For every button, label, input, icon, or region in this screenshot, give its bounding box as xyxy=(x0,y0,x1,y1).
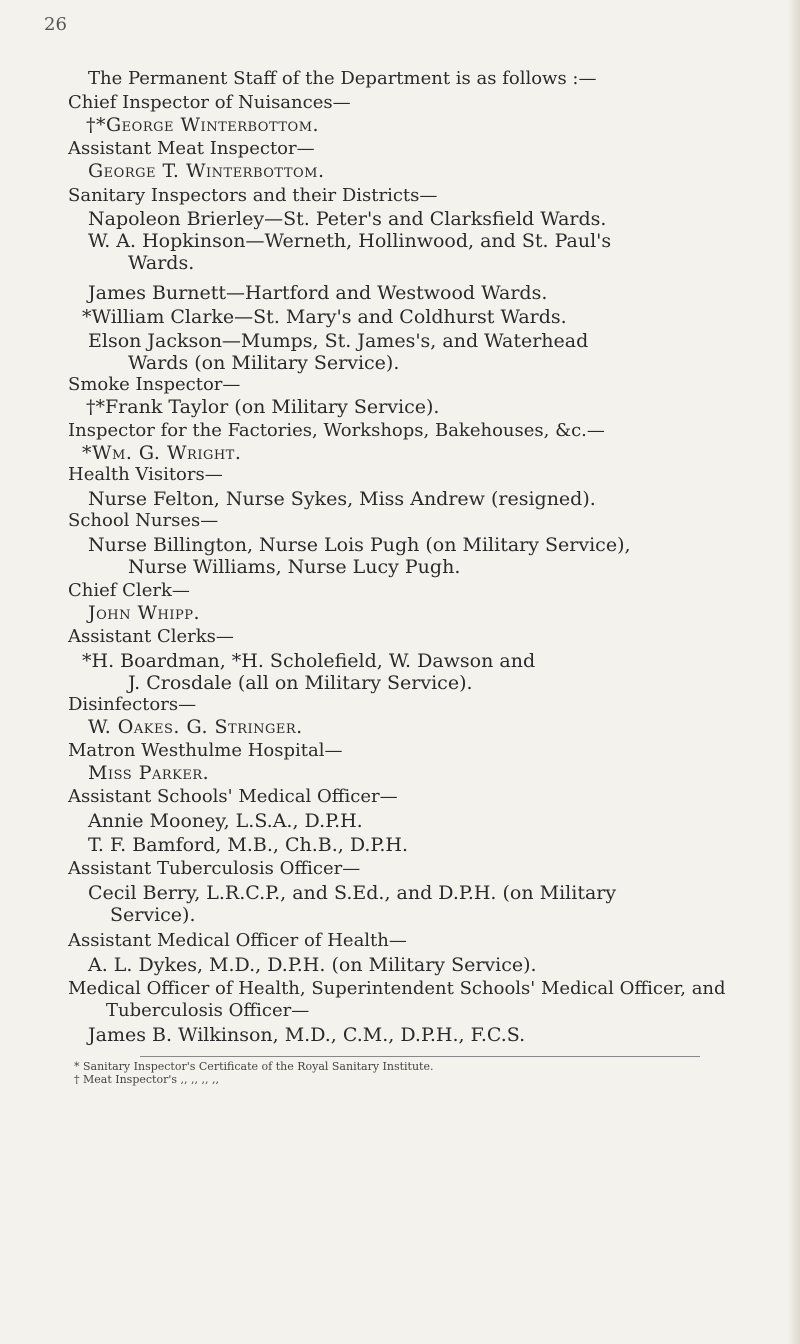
staff-entry-continued: Service). xyxy=(110,904,196,926)
page-number: 26 xyxy=(44,14,67,35)
section-heading: Chief Clerk— xyxy=(68,580,190,601)
section-heading: Smoke Inspector— xyxy=(68,374,241,395)
staff-entry: Cecil Berry, L.R.C.P., and S.Ed., and D.P.H. (on Military xyxy=(88,882,617,904)
staff-entry-continued: Wards (on Military Service). xyxy=(128,352,400,374)
section-heading: Matron Westhulme Hospital— xyxy=(68,740,343,761)
staff-entry: James B. Wilkinson, M.D., C.M., D.P.H., F.C.S. xyxy=(88,1024,526,1046)
section-heading: Assistant Clerks— xyxy=(68,626,234,647)
staff-entry: James Burnett—Hartford and Westwood Wards. xyxy=(88,282,548,304)
staff-entry: W. Oakes. G. Stringer. xyxy=(88,716,303,738)
staff-entry: Elson Jackson—Mumps, St. James's, and Waterhead xyxy=(88,330,589,352)
staff-entry: John Whipp. xyxy=(88,602,201,624)
staff-entry: Napoleon Brierley—St. Peter's and Clarksfield Wards. xyxy=(88,208,607,230)
staff-entry-continued: J. Crosdale (all on Military Service). xyxy=(128,672,473,694)
section-heading: Chief Inspector of Nuisances— xyxy=(68,92,351,113)
page-edge-shadow xyxy=(788,0,800,1344)
staff-entry: *William Clarke—St. Mary's and Coldhurst Wards. xyxy=(82,306,567,328)
staff-entry: W. A. Hopkinson—Werneth, Hollinwood, and St. Paul's xyxy=(88,230,612,252)
section-heading: Health Visitors— xyxy=(68,464,223,485)
staff-entry: T. F. Bamford, M.B., Ch.B., D.P.H. xyxy=(88,834,409,856)
staff-entry: †*Frank Taylor (on Military Service). xyxy=(86,396,440,418)
section-heading: Assistant Tuberculosis Officer— xyxy=(68,858,361,879)
intro-heading: The Permanent Staff of the Department is as follows :— xyxy=(88,68,597,89)
staff-entry: †*George Winterbottom. xyxy=(86,114,320,136)
section-heading: School Nurses— xyxy=(68,510,219,531)
footnote-rule xyxy=(140,1056,700,1057)
staff-entry-continued: Wards. xyxy=(128,252,195,274)
section-heading-continued: Tuberculosis Officer— xyxy=(106,1000,310,1021)
staff-entry: *H. Boardman, *H. Scholefield, W. Dawson and xyxy=(82,650,536,672)
staff-entry: George T. Winterbottom. xyxy=(88,160,325,182)
staff-entry-continued: Nurse Williams, Nurse Lucy Pugh. xyxy=(128,556,461,578)
footnote-meat: † Meat Inspector's ,, ,, ,, ,, xyxy=(74,1073,219,1086)
staff-entry: A. L. Dykes, M.D., D.P.H. (on Military Service). xyxy=(88,954,537,976)
footnote-sanitary: * Sanitary Inspector's Certificate of the Royal Sanitary Institute. xyxy=(74,1060,434,1073)
section-heading: Assistant Schools' Medical Officer— xyxy=(68,786,398,807)
section-heading: Sanitary Inspectors and their Districts— xyxy=(68,185,438,206)
section-heading: Assistant Medical Officer of Health— xyxy=(68,930,407,951)
section-heading: Assistant Meat Inspector— xyxy=(68,138,315,159)
staff-entry: Annie Mooney, L.S.A., D.P.H. xyxy=(88,810,363,832)
staff-entry: Miss Parker. xyxy=(88,762,210,784)
section-heading: Disinfectors— xyxy=(68,694,197,715)
staff-entry: Nurse Felton, Nurse Sykes, Miss Andrew (resigned). xyxy=(88,488,596,510)
section-heading: Inspector for the Factories, Workshops, Bakehouses, &c.— xyxy=(68,420,605,441)
staff-entry: Nurse Billington, Nurse Lois Pugh (on Military Service), xyxy=(88,534,631,556)
staff-entry: *Wm. G. Wright. xyxy=(82,442,242,464)
section-heading: Medical Officer of Health, Superintendent Schools' Medical Officer, and xyxy=(68,978,726,999)
